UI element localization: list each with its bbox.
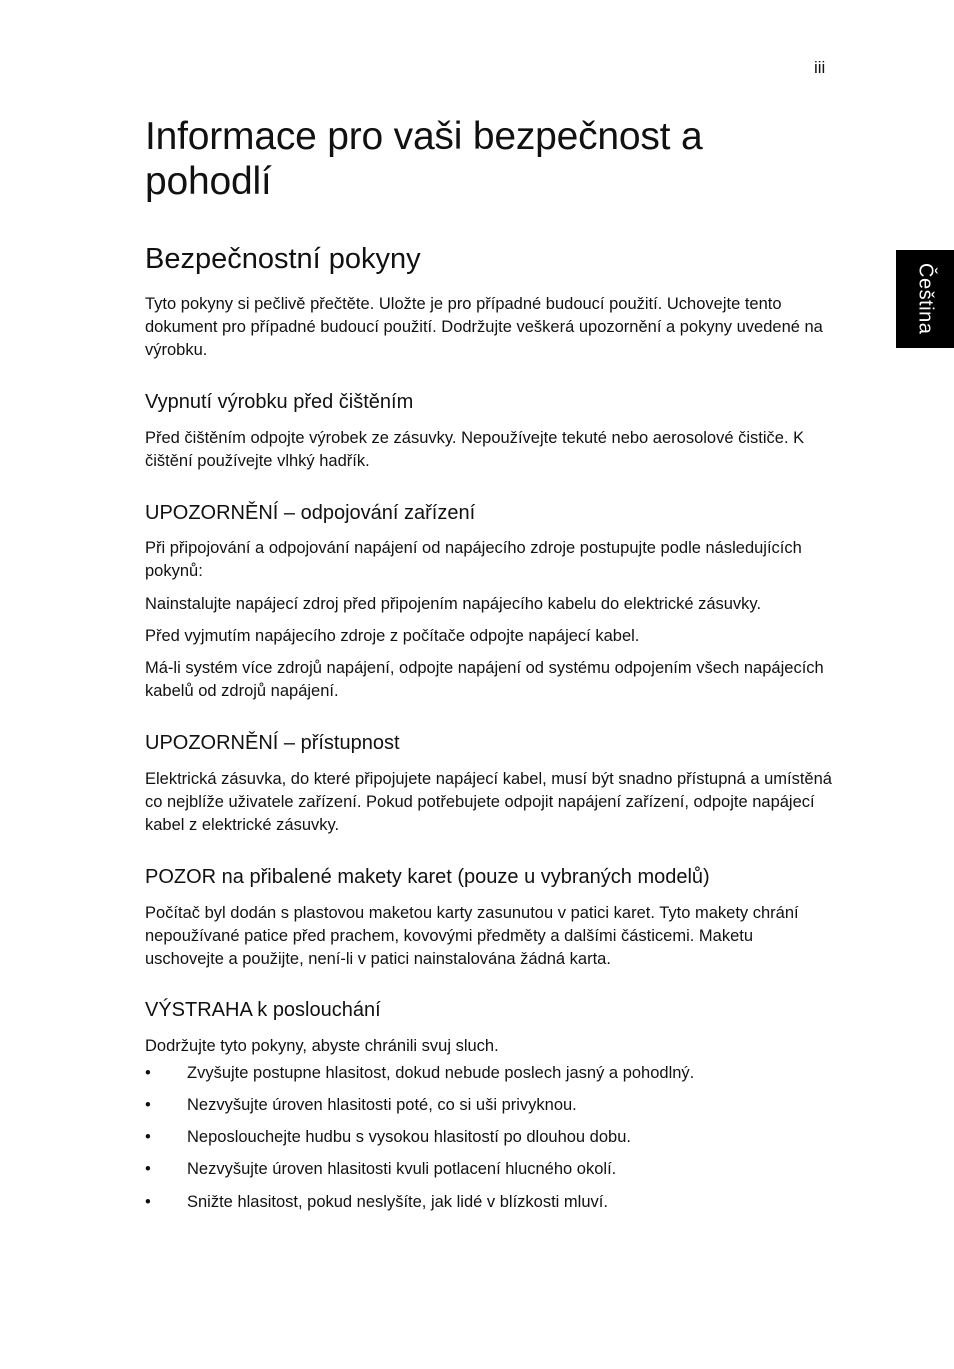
bullet-icon: •	[145, 1193, 151, 1211]
paragraph-listening: Dodržujte tyto pokyny, abyste chránili svuj sluch.	[145, 1037, 499, 1055]
bullet-icon: •	[145, 1160, 151, 1178]
paragraph-disconnect-4: Má-li systém více zdrojů napájení, odpojte napájení od systému odpojením všech napájecích kabelů od zdrojů napájení.	[145, 659, 824, 700]
paragraph-disconnect-3: Před vyjmutím napájecího zdroje z počítače odpojte napájecí kabel.	[145, 627, 640, 645]
intro-paragraph: Tyto pokyny si pečlivě přečtěte. Uložte je pro případné budoucí použití. Uchovejte tento dokument pro případné budoucí použití. Dodržujte veškerá upozornění a pokyny uvedené na výrobku.	[145, 295, 823, 359]
heading-dummy-cards: POZOR na přibalené makety karet (pouze u vybraných modelů)	[145, 866, 710, 888]
bullet-icon: •	[145, 1096, 151, 1114]
list-item-text: Neposlouchejte hudbu s vysokou hlasitostí po dlouhou dobu.	[187, 1128, 631, 1146]
heading-cleaning: Vypnutí výrobku před čištěním	[145, 391, 414, 413]
section-title: Bezpečnostní pokyny	[145, 243, 421, 275]
paragraph-disconnect-1: Při připojování a odpojování napájení od napájecího zdroje postupujte podle následujících pokynů:	[145, 539, 802, 580]
paragraph-accessibility: Elektrická zásuvka, do které připojujete napájecí kabel, musí být snadno přístupná a umístěná co nejblíže uživatele zařízení. Pokud potřebujete odpojit napájení zařízení, odpojte napájecí kabel z elektrické zásuvky.	[145, 770, 832, 834]
heading-accessibility: UPOZORNĚNÍ – přístupnost	[145, 732, 400, 754]
paragraph-cleaning: Před čištěním odpojte výrobek ze zásuvky. Nepoužívejte tekuté nebo aerosolové čističe. K čištění používejte vlhký hadřík.	[145, 429, 805, 470]
bullet-icon: •	[145, 1128, 151, 1146]
language-tab-label: Čeština	[914, 263, 937, 335]
page-number: iii	[814, 58, 826, 77]
language-tab	[896, 250, 954, 348]
list-item-text: Snižte hlasitost, pokud neslyšíte, jak lidé v blízkosti mluví.	[187, 1193, 608, 1211]
page-title: Informace pro vaši bezpečnost a pohodlí	[145, 115, 703, 203]
list-item-text: Zvyšujte postupne hlasitost, dokud nebude poslech jasný a pohodlný.	[187, 1064, 695, 1082]
paragraph-disconnect-2: Nainstalujte napájecí zdroj před připojením napájecího kabelu do elektrické zásuvky.	[145, 595, 762, 613]
bullet-icon: •	[145, 1064, 151, 1082]
paragraph-dummy-cards: Počítač byl dodán s plastovou maketou karty zasunutou v patici karet. Tyto makety chrání nepoužívané patice před prachem, kovovými předměty a dalšími částicemi. Maketu uschovejte a použijte, není-li v patici nainstalována žádná karta.	[145, 904, 799, 968]
heading-listening: VÝSTRAHA k poslouchání	[145, 999, 381, 1021]
heading-disconnect: UPOZORNĚNÍ – odpojování zařízení	[145, 502, 476, 524]
list-item-text: Nezvyšujte úroven hlasitosti poté, co si uši privyknou.	[187, 1096, 577, 1114]
list-item-text: Nezvyšujte úroven hlasitosti kvuli potlacení hlucného okolí.	[187, 1160, 617, 1178]
